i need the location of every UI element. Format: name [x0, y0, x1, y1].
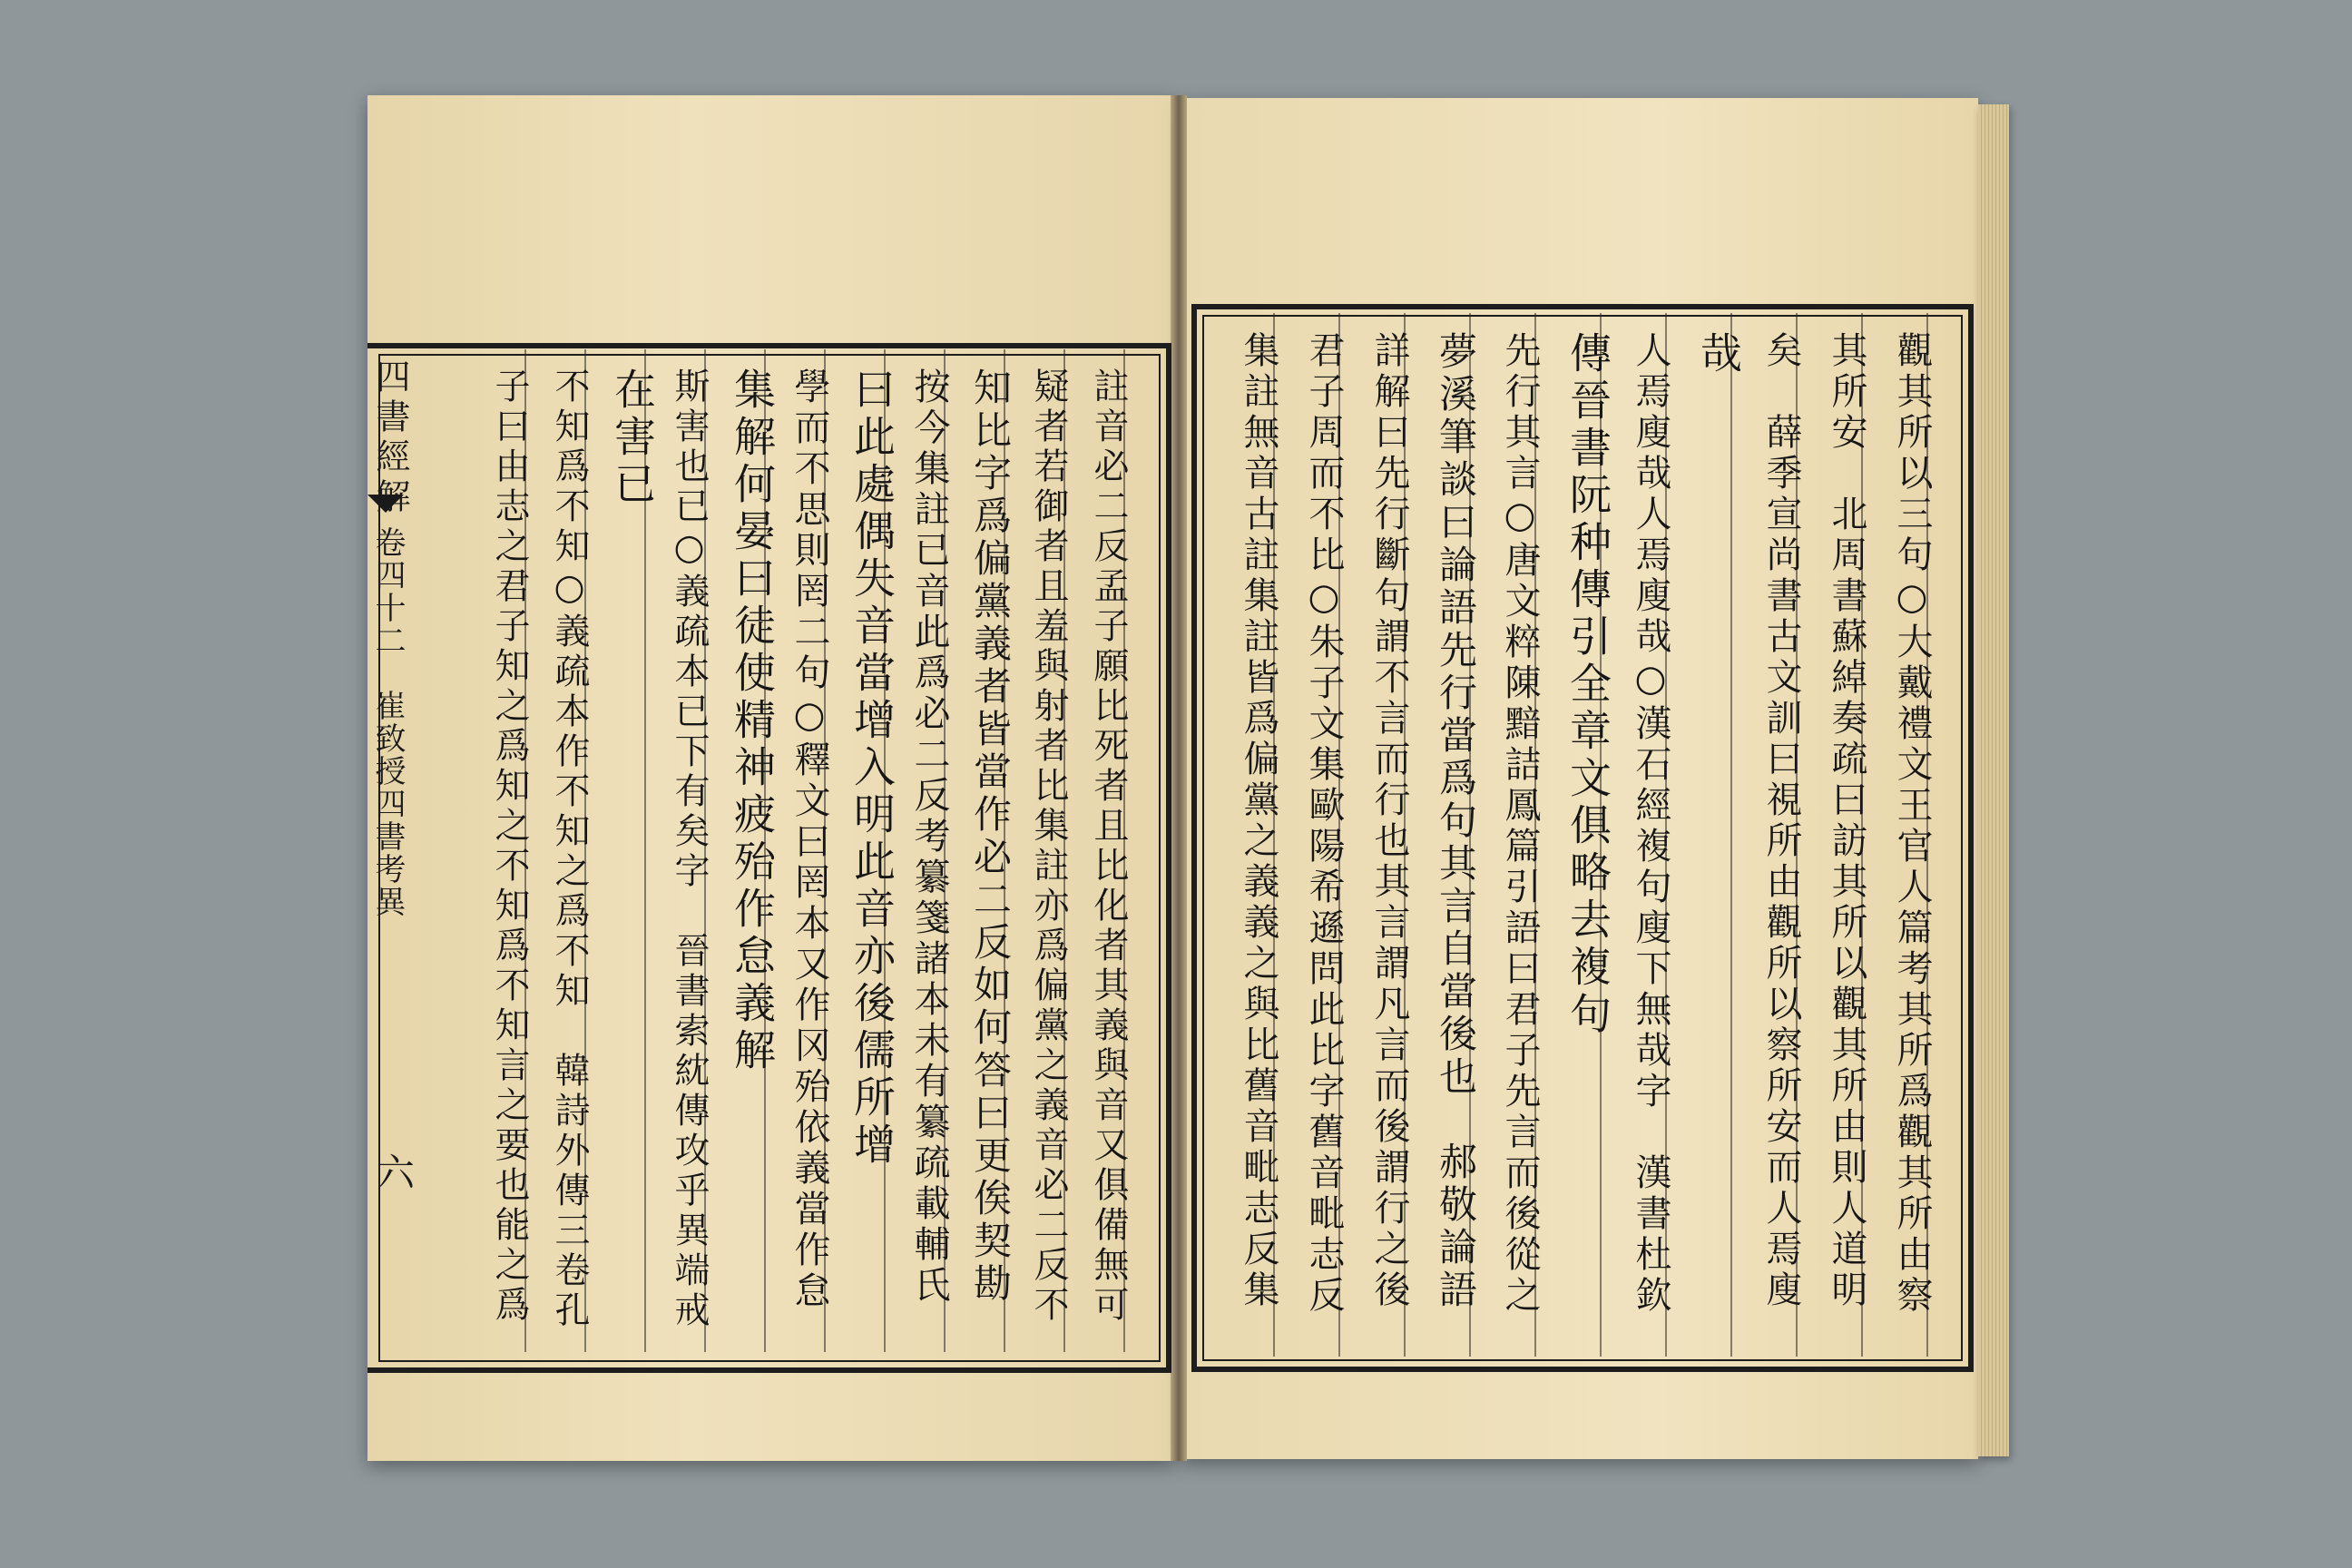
right-page-text-column: 人焉廋哉人焉廋哉○漢石經複句廋下無哉字 漢書杜欽: [1630, 331, 1671, 1317]
left-page-text-column: 不知爲不知○義疏本作不知之爲不知 韓詩外傳三卷孔: [549, 368, 590, 1331]
right-page-text-column: 哉: [1694, 331, 1743, 378]
right-page-text-column: 詳解曰先行斷句謂不言而行也其言謂凡言而後謂行之後: [1368, 331, 1410, 1311]
left-margin-title: 四書經解: [370, 358, 410, 518]
left-page-number: 六: [371, 1152, 416, 1191]
right-page-text-column: 夢溪筆談曰論語先行當爲句其言自當後也 郝敬論語: [1434, 331, 1478, 1312]
left-page-text-column: 斯害也已○義疏本已下有矣字 晉書索紞傳攻乎異端戒: [669, 368, 710, 1331]
left-page-text-column: 集解何晏曰徒使精神疲殆作怠義解: [728, 368, 777, 1075]
right-page-text-column: 其所安 北周書蘇綽奏疏曰訪其所以觀其所由則人道明: [1826, 331, 1867, 1311]
left-page-text-column: 學而不思則罔二句○釋文曰罔本又作冈殆依義當作怠: [789, 368, 830, 1312]
right-page-text-column: 傳晉書阮种傳引全章文俱略去複句: [1563, 331, 1612, 1039]
right-page-text-column: 君子周而不比○朱子文集歐陽希遜問此比字舊音毗志反: [1303, 331, 1345, 1317]
left-margin-subtitle: 卷四十二 崔致授四書考異: [369, 526, 406, 918]
left-page-text-column: 在害已: [608, 368, 657, 509]
right-page-text-column: 觀其所以三句○大戴禮文王官人篇考其所爲觀其所由察: [1891, 331, 1933, 1317]
right-page-text-column: 矣 薛季宣尚書古文訓曰視所由觀所以察所安而人焉廋: [1760, 331, 1802, 1311]
page-edges: [1978, 104, 2009, 1456]
right-page-text-column: 先行其言○唐文粹陳黯詰鳳篇引語曰君子先言而後從之: [1499, 331, 1541, 1317]
right-page-column-rule: [1730, 313, 1732, 1357]
book-gutter: [1171, 95, 1187, 1461]
left-page-text-column: 知比字爲偏黨義者皆當作必二反如何答曰更俟契勘: [968, 368, 1013, 1306]
left-page-text-column: 註音必二反孟子願比死者且比化者其義與音又俱備無可: [1088, 368, 1129, 1326]
left-page-text-column: 曰此處偶失音當增入明此音亦後儒所增: [848, 368, 897, 1170]
left-page-text-column: 按今集註已音此爲必二反考纂箋諸本未有纂疏載輔氏: [908, 368, 950, 1307]
left-page-text-column: 子曰由志之君子知之爲知之不知爲不知言之要也能之爲: [489, 368, 530, 1326]
right-page-text-column: 集註無音古註集註皆爲偏黨之義義之與比舊音毗志反集: [1238, 331, 1279, 1311]
left-page-text-column: 疑者若御者且羞與射者比集註亦爲偏黨之義音必二反不: [1028, 368, 1069, 1326]
